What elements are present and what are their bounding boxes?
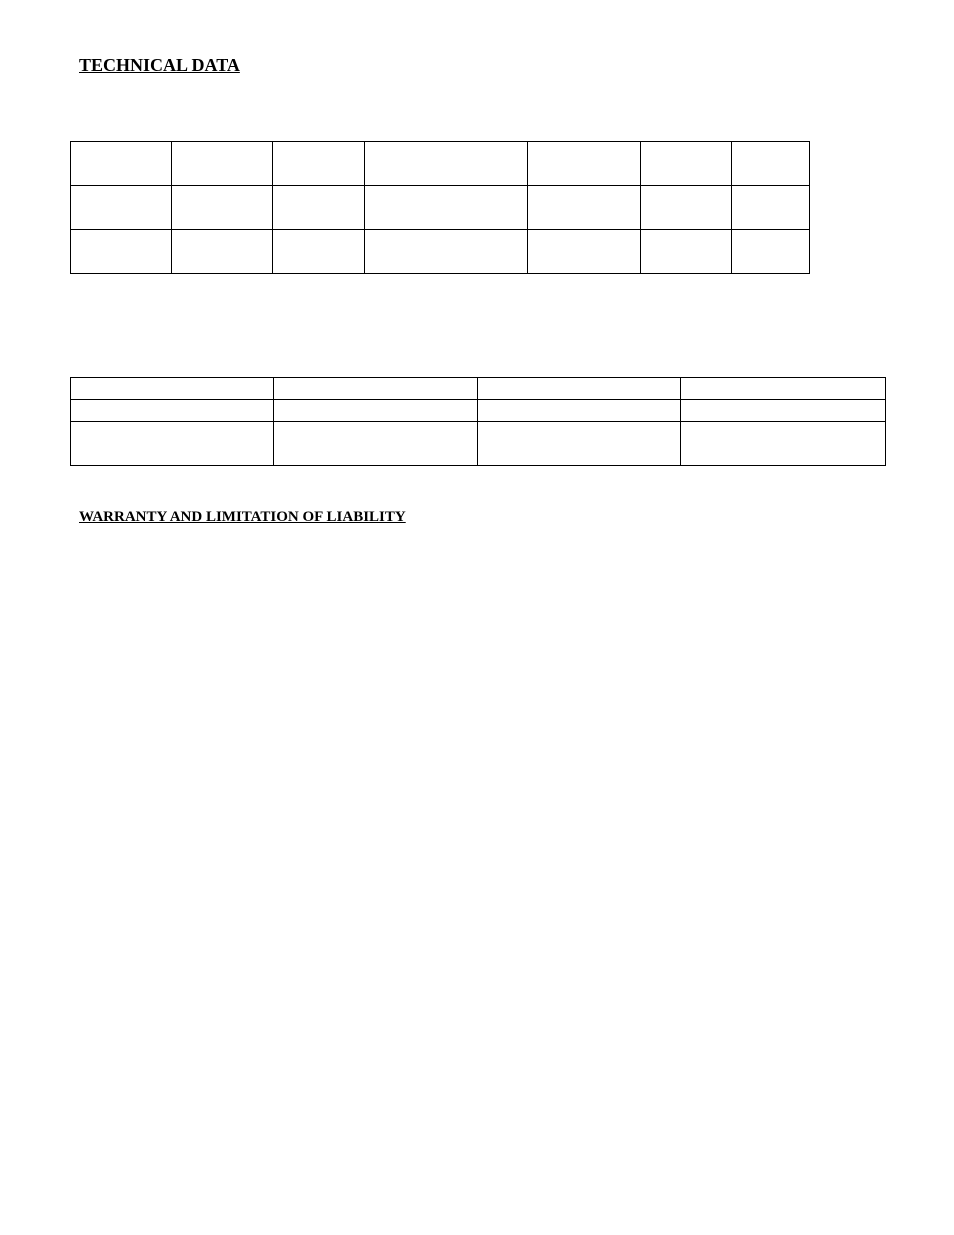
table-cell [478,400,681,422]
table-cell [365,142,528,186]
table-cell [274,378,478,400]
table-cell [732,186,810,230]
table-cell [641,230,732,274]
table-cell [681,400,886,422]
table-cell [478,378,681,400]
table-cell [641,142,732,186]
section-heading-warranty: WARRANTY AND LIMITATION OF LIABILITY [79,509,406,525]
table-cell [172,230,273,274]
page-title: TECHNICAL DATA [79,55,240,75]
table-cell [732,230,810,274]
table-cell [478,422,681,466]
table-cell [365,230,528,274]
table-cell [172,142,273,186]
table-row [71,186,810,230]
table-cell [273,230,365,274]
table-cell [681,422,886,466]
table-cell [71,142,172,186]
table-cell [172,186,273,230]
table-cell [71,400,274,422]
table-cell [274,422,478,466]
table-cell [528,230,641,274]
table-cell [528,186,641,230]
table-cell [732,142,810,186]
table-row [71,400,886,422]
table-cell [273,186,365,230]
specification-table [70,377,886,466]
table-row [71,422,886,466]
technical-data-table [70,141,810,274]
table-cell [641,186,732,230]
table-cell [273,142,365,186]
table-cell [71,230,172,274]
table-cell [71,378,274,400]
table-cell [71,422,274,466]
table-cell [528,142,641,186]
table-cell [71,186,172,230]
table-cell [365,186,528,230]
table-row [71,378,886,400]
table-row [71,230,810,274]
table-cell [274,400,478,422]
table-cell [681,378,886,400]
table-row [71,142,810,186]
